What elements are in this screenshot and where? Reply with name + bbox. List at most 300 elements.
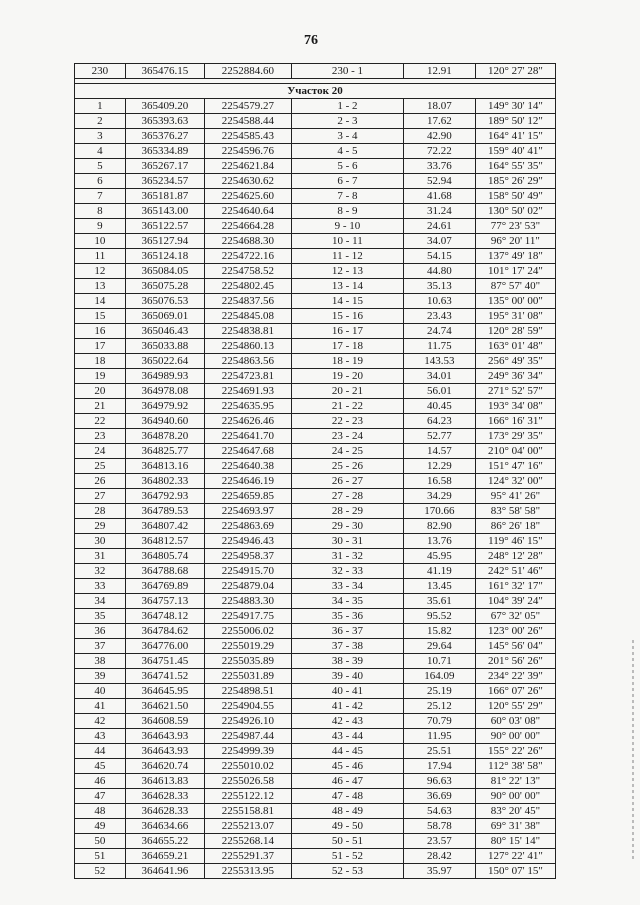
y-coordinate-cell: 2254640.38 [204,459,291,474]
x-coordinate-cell: 364659.21 [125,849,204,864]
segment-cell: 34 - 35 [291,594,403,609]
bearing-cell: 120° 27' 28" [475,64,555,79]
segment-cell: 48 - 49 [291,804,403,819]
section-title: Участок 20 [75,84,556,99]
length-cell: 11.75 [404,339,476,354]
bearing-cell: 242° 51' 46" [475,564,555,579]
table-row [75,294,556,309]
segment-cell: 40 - 41 [291,684,403,699]
table-row [75,264,556,279]
y-coordinate-cell: 2255268.14 [204,834,291,849]
y-coordinate-cell: 2254837.56 [204,294,291,309]
table-row [75,639,556,654]
x-coordinate-cell: 364989.93 [125,369,204,384]
length-cell: 44.80 [404,264,476,279]
x-coordinate-cell: 364655.22 [125,834,204,849]
point-number-cell: 13 [75,279,126,294]
y-coordinate-cell: 2254845.08 [204,309,291,324]
bearing-cell: 185° 26' 29" [475,174,555,189]
table-row [75,474,556,489]
point-number-cell: 25 [75,459,126,474]
y-coordinate-cell: 2254898.51 [204,684,291,699]
point-number-cell: 40 [75,684,126,699]
x-coordinate-cell: 365033.88 [125,339,204,354]
bearing-cell: 83° 20' 45" [475,804,555,819]
y-coordinate-cell: 2255313.95 [204,864,291,879]
segment-cell: 2 - 3 [291,114,403,129]
length-cell: 170.66 [404,504,476,519]
table-row [75,204,556,219]
y-coordinate-cell: 2254626.46 [204,414,291,429]
point-number-cell: 42 [75,714,126,729]
segment-cell: 1 - 2 [291,99,403,114]
table-row [75,819,556,834]
bearing-cell: 189° 50' 12" [475,114,555,129]
table-row [75,834,556,849]
table-row [75,279,556,294]
length-cell: 95.52 [404,609,476,624]
x-coordinate-cell: 365143.00 [125,204,204,219]
table-row [75,339,556,354]
y-coordinate-cell: 2254879.04 [204,579,291,594]
x-coordinate-cell: 364751.45 [125,654,204,669]
table-row [75,789,556,804]
point-number-cell: 34 [75,594,126,609]
bearing-cell: 104° 39' 24" [475,594,555,609]
page-number: 76 [304,33,318,48]
x-coordinate-cell: 364825.77 [125,444,204,459]
length-cell: 25.51 [404,744,476,759]
bearing-cell: 83° 58' 58" [475,504,555,519]
y-coordinate-cell: 2254999.39 [204,744,291,759]
point-number-cell: 3 [75,129,126,144]
length-cell: 34.01 [404,369,476,384]
y-coordinate-cell: 2254647.68 [204,444,291,459]
length-cell: 23.57 [404,834,476,849]
point-number-cell: 22 [75,414,126,429]
y-coordinate-cell: 2254585.43 [204,129,291,144]
point-number-cell: 24 [75,444,126,459]
x-coordinate-cell: 364807.42 [125,519,204,534]
y-coordinate-cell: 2254860.13 [204,339,291,354]
bearing-cell: 120° 28' 59" [475,324,555,339]
length-cell: 17.62 [404,114,476,129]
bearing-cell: 137° 49' 18" [475,249,555,264]
segment-cell: 230 - 1 [291,64,403,79]
segment-cell: 11 - 12 [291,249,403,264]
x-coordinate-cell: 364620.74 [125,759,204,774]
length-cell: 34.29 [404,489,476,504]
length-cell: 35.97 [404,864,476,879]
y-coordinate-cell: 2254987.44 [204,729,291,744]
point-number-cell: 2 [75,114,126,129]
y-coordinate-cell: 2255026.58 [204,774,291,789]
bearing-cell: 96° 20' 11" [475,234,555,249]
point-number-cell: 19 [75,369,126,384]
table-row-top [75,64,556,79]
y-coordinate-cell: 2254688.30 [204,234,291,249]
bearing-cell: 149° 30' 14" [475,99,555,114]
y-coordinate-cell: 2255031.89 [204,669,291,684]
y-coordinate-cell: 2254723.81 [204,369,291,384]
length-cell: 82.90 [404,519,476,534]
table-row [75,504,556,519]
x-coordinate-cell: 364802.33 [125,474,204,489]
length-cell: 54.63 [404,804,476,819]
segment-cell: 5 - 6 [291,159,403,174]
segment-cell: 6 - 7 [291,174,403,189]
point-number-cell: 5 [75,159,126,174]
length-cell: 36.69 [404,789,476,804]
length-cell: 52.94 [404,174,476,189]
table-row [75,99,556,114]
table-row [75,234,556,249]
point-number-cell: 20 [75,384,126,399]
table-row [75,384,556,399]
segment-cell: 27 - 28 [291,489,403,504]
x-coordinate-cell: 364813.16 [125,459,204,474]
y-coordinate-cell: 2255006.02 [204,624,291,639]
x-coordinate-cell: 364805.74 [125,549,204,564]
bearing-cell: 210° 04' 00" [475,444,555,459]
point-number-cell: 1 [75,99,126,114]
y-coordinate-cell: 2254915.70 [204,564,291,579]
length-cell: 70.79 [404,714,476,729]
point-number-cell: 48 [75,804,126,819]
y-coordinate-cell: 2254863.56 [204,354,291,369]
x-coordinate-cell: 364789.53 [125,504,204,519]
bearing-cell: 201° 56' 26" [475,654,555,669]
point-number-cell: 45 [75,759,126,774]
x-coordinate-cell: 364643.93 [125,729,204,744]
table-body [75,64,556,879]
table-row [75,249,556,264]
length-cell: 13.45 [404,579,476,594]
bearing-cell: 77° 23' 53" [475,219,555,234]
point-number-cell: 52 [75,864,126,879]
bearing-cell: 150° 07' 15" [475,864,555,879]
point-number-cell: 43 [75,729,126,744]
y-coordinate-cell: 2254641.70 [204,429,291,444]
y-coordinate-cell: 2255010.02 [204,759,291,774]
bearing-cell: 195° 31' 08" [475,309,555,324]
table-row [75,744,556,759]
bearing-cell: 119° 46' 15" [475,534,555,549]
segment-cell: 12 - 13 [291,264,403,279]
bearing-cell: 248° 12' 28" [475,549,555,564]
segment-cell: 22 - 23 [291,414,403,429]
point-number-cell: 39 [75,669,126,684]
length-cell: 54.15 [404,249,476,264]
y-coordinate-cell: 2254630.62 [204,174,291,189]
table-row [75,759,556,774]
point-number-cell: 46 [75,774,126,789]
length-cell: 10.63 [404,294,476,309]
bearing-cell: 60° 03' 08" [475,714,555,729]
bearing-cell: 249° 36' 34" [475,369,555,384]
bearing-cell: 158° 50' 49" [475,189,555,204]
y-coordinate-cell: 2254625.60 [204,189,291,204]
point-number-cell: 47 [75,789,126,804]
bearing-cell: 123° 00' 26" [475,624,555,639]
y-coordinate-cell: 2254659.85 [204,489,291,504]
point-number-cell: 29 [75,519,126,534]
table-row [75,684,556,699]
point-number-cell: 18 [75,354,126,369]
segment-cell: 38 - 39 [291,654,403,669]
length-cell: 56.01 [404,384,476,399]
segment-cell: 39 - 40 [291,669,403,684]
bearing-cell: 145° 56' 04" [475,639,555,654]
x-coordinate-cell: 364784.62 [125,624,204,639]
bearing-cell: 164° 55' 35" [475,159,555,174]
segment-cell: 3 - 4 [291,129,403,144]
table-row [75,189,556,204]
length-cell: 72.22 [404,144,476,159]
section-header-row [75,84,556,99]
length-cell: 40.45 [404,399,476,414]
length-cell: 34.07 [404,234,476,249]
x-coordinate-cell: 364769.89 [125,579,204,594]
segment-cell: 25 - 26 [291,459,403,474]
x-coordinate-cell: 364792.93 [125,489,204,504]
point-number-cell: 36 [75,624,126,639]
bearing-cell: 155° 22' 26" [475,744,555,759]
x-coordinate-cell: 365181.87 [125,189,204,204]
x-coordinate-cell: 365127.94 [125,234,204,249]
segment-cell: 9 - 10 [291,219,403,234]
table-row [75,174,556,189]
point-number-cell: 38 [75,654,126,669]
x-coordinate-cell: 364776.00 [125,639,204,654]
length-cell: 17.94 [404,759,476,774]
x-coordinate-cell: 364628.33 [125,789,204,804]
bearing-cell: 90° 00' 00" [475,789,555,804]
length-cell: 25.12 [404,699,476,714]
segment-cell: 47 - 48 [291,789,403,804]
length-cell: 41.19 [404,564,476,579]
coordinates-table [74,63,556,879]
x-coordinate-cell: 365409.20 [125,99,204,114]
bearing-cell: 271° 52' 57" [475,384,555,399]
point-number-cell: 51 [75,849,126,864]
segment-cell: 16 - 17 [291,324,403,339]
bearing-cell: 151° 47' 16" [475,459,555,474]
table-row [75,144,556,159]
y-coordinate-cell: 2254722.16 [204,249,291,264]
y-coordinate-cell: 2254579.27 [204,99,291,114]
x-coordinate-cell: 364621.50 [125,699,204,714]
point-number-cell: 8 [75,204,126,219]
y-coordinate-cell: 2254588.44 [204,114,291,129]
y-coordinate-cell: 2255158.81 [204,804,291,819]
table-row [75,849,556,864]
point-number-cell: 41 [75,699,126,714]
length-cell: 64.23 [404,414,476,429]
y-coordinate-cell: 2254883.30 [204,594,291,609]
bearing-cell: 163° 01' 48" [475,339,555,354]
point-number-cell: 26 [75,474,126,489]
length-cell: 14.57 [404,444,476,459]
length-cell: 33.76 [404,159,476,174]
segment-cell: 42 - 43 [291,714,403,729]
length-cell: 15.82 [404,624,476,639]
y-coordinate-cell: 2255213.07 [204,819,291,834]
point-number-cell: 230 [75,64,126,79]
bearing-cell: 234° 22' 39" [475,669,555,684]
table-row [75,654,556,669]
y-coordinate-cell: 2254946.43 [204,534,291,549]
y-coordinate-cell: 2255035.89 [204,654,291,669]
point-number-cell: 9 [75,219,126,234]
y-coordinate-cell: 2254958.37 [204,549,291,564]
length-cell: 96.63 [404,774,476,789]
segment-cell: 7 - 8 [291,189,403,204]
length-cell: 35.13 [404,279,476,294]
length-cell: 25.19 [404,684,476,699]
x-coordinate-cell: 364878.20 [125,429,204,444]
length-cell: 11.95 [404,729,476,744]
y-coordinate-cell: 2254693.97 [204,504,291,519]
x-coordinate-cell: 365069.01 [125,309,204,324]
y-coordinate-cell: 2254635.95 [204,399,291,414]
point-number-cell: 30 [75,534,126,549]
x-coordinate-cell: 365376.27 [125,129,204,144]
y-coordinate-cell: 2254621.84 [204,159,291,174]
segment-cell: 36 - 37 [291,624,403,639]
segment-cell: 10 - 11 [291,234,403,249]
bearing-cell: 135° 00' 00" [475,294,555,309]
table-row [75,369,556,384]
bearing-cell: 166° 07' 26" [475,684,555,699]
x-coordinate-cell: 364643.93 [125,744,204,759]
point-number-cell: 21 [75,399,126,414]
segment-cell: 24 - 25 [291,444,403,459]
bearing-cell: 120° 55' 29" [475,699,555,714]
length-cell: 18.07 [404,99,476,114]
segment-cell: 13 - 14 [291,279,403,294]
bearing-cell: 159° 40' 41" [475,144,555,159]
point-number-cell: 35 [75,609,126,624]
x-coordinate-cell: 364812.57 [125,534,204,549]
y-coordinate-cell: 2254917.75 [204,609,291,624]
segment-cell: 35 - 36 [291,609,403,624]
point-number-cell: 31 [75,549,126,564]
table-row [75,579,556,594]
length-cell: 13.76 [404,534,476,549]
x-coordinate-cell: 364608.59 [125,714,204,729]
y-coordinate-cell: 2254640.64 [204,204,291,219]
table-row [75,729,556,744]
length-cell: 45.95 [404,549,476,564]
x-coordinate-cell: 364788.68 [125,564,204,579]
segment-cell: 26 - 27 [291,474,403,489]
table-row [75,489,556,504]
x-coordinate-cell: 365267.17 [125,159,204,174]
segment-cell: 43 - 44 [291,729,403,744]
x-coordinate-cell: 365124.18 [125,249,204,264]
y-coordinate-cell: 2255291.37 [204,849,291,864]
x-coordinate-cell: 364613.83 [125,774,204,789]
bearing-cell: 161° 32' 17" [475,579,555,594]
length-cell: 41.68 [404,189,476,204]
length-cell: 12.91 [404,64,476,79]
scan-edge-artifact [632,640,634,860]
bearing-cell: 124° 32' 00" [475,474,555,489]
x-coordinate-cell: 365393.63 [125,114,204,129]
table-row [75,864,556,879]
bearing-cell: 164° 41' 15" [475,129,555,144]
x-coordinate-cell: 365075.28 [125,279,204,294]
table-row [75,699,556,714]
x-coordinate-cell: 364641.96 [125,864,204,879]
table-row [75,669,556,684]
x-coordinate-cell: 364979.92 [125,399,204,414]
length-cell: 12.29 [404,459,476,474]
bearing-cell: 173° 29' 35" [475,429,555,444]
point-number-cell: 12 [75,264,126,279]
length-cell: 29.64 [404,639,476,654]
table-row [75,444,556,459]
x-coordinate-cell: 365046.43 [125,324,204,339]
x-coordinate-cell: 364748.12 [125,609,204,624]
segment-cell: 44 - 45 [291,744,403,759]
length-cell: 24.61 [404,219,476,234]
bearing-cell: 69° 31' 38" [475,819,555,834]
bearing-cell: 67° 32' 05" [475,609,555,624]
x-coordinate-cell: 364741.52 [125,669,204,684]
point-number-cell: 49 [75,819,126,834]
table-row [75,459,556,474]
length-cell: 28.42 [404,849,476,864]
point-number-cell: 15 [75,309,126,324]
x-coordinate-cell: 365084.05 [125,264,204,279]
table-row [75,534,556,549]
segment-cell: 15 - 16 [291,309,403,324]
point-number-cell: 32 [75,564,126,579]
point-number-cell: 4 [75,144,126,159]
bearing-cell: 112° 38' 58" [475,759,555,774]
length-cell: 52.77 [404,429,476,444]
point-number-cell: 27 [75,489,126,504]
y-coordinate-cell: 2254904.55 [204,699,291,714]
x-coordinate-cell: 364978.08 [125,384,204,399]
length-cell: 58.78 [404,819,476,834]
point-number-cell: 11 [75,249,126,264]
segment-cell: 51 - 52 [291,849,403,864]
table-row [75,519,556,534]
bearing-cell: 87° 57' 40" [475,279,555,294]
table-row [75,354,556,369]
y-coordinate-cell: 2254838.81 [204,324,291,339]
segment-cell: 30 - 31 [291,534,403,549]
y-coordinate-cell: 2254596.76 [204,144,291,159]
point-number-cell: 7 [75,189,126,204]
table-row [75,564,556,579]
table-row [75,219,556,234]
segment-cell: 32 - 33 [291,564,403,579]
point-number-cell: 17 [75,339,126,354]
segment-cell: 20 - 21 [291,384,403,399]
y-coordinate-cell: 2254758.52 [204,264,291,279]
bearing-cell: 130° 50' 02" [475,204,555,219]
point-number-cell: 33 [75,579,126,594]
length-cell: 31.24 [404,204,476,219]
table-row [75,429,556,444]
bearing-cell: 90° 00' 00" [475,729,555,744]
length-cell: 35.61 [404,594,476,609]
y-coordinate-cell: 2254802.45 [204,279,291,294]
